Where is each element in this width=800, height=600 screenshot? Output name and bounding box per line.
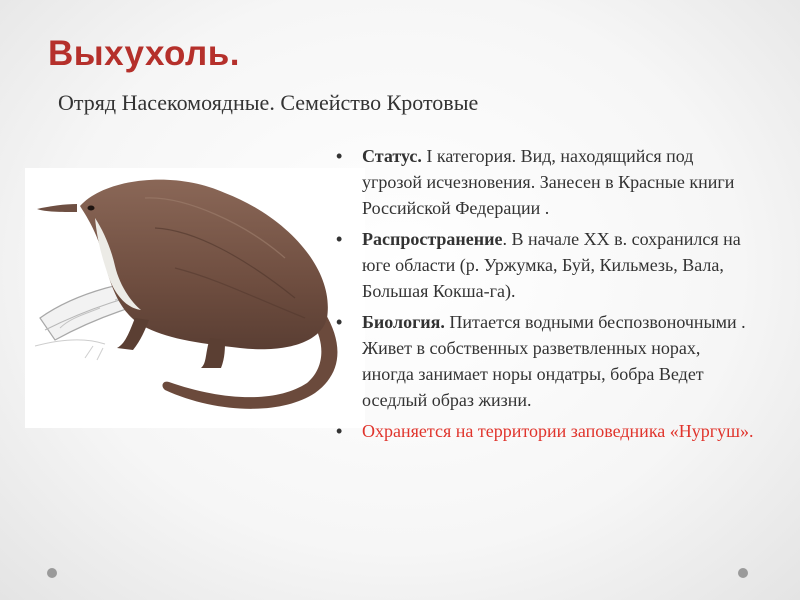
bullet-status-label: Статус. xyxy=(362,146,422,166)
bullet-biology xyxy=(336,309,756,413)
bullet-distribution-text: . В начале ХХ в. сохранился на юге области (р. Уржумка, Буй, Кильмезь, Вала, Большая Кокша-га). xyxy=(362,229,741,301)
desman-body xyxy=(37,180,337,409)
slide-subtitle: Отряд Насекомоядные. Семейство Кротовые xyxy=(58,90,479,115)
nav-next-icon[interactable] xyxy=(738,568,748,578)
bullet-status-text: I категория. Вид, находящийся под угрозой исчезновения. Занесен в Красные книги Российской Федерации . xyxy=(362,146,735,218)
desman-drawing xyxy=(25,168,365,428)
bullet-biology-label: Биология. xyxy=(362,312,445,332)
bullet-protected xyxy=(336,418,756,444)
slide-title: Выхухоль. xyxy=(48,34,241,73)
bullet-distribution xyxy=(336,226,756,304)
bullet-protected-text: Охраняется на территории заповедника «Нургуш». xyxy=(362,421,754,441)
nav-prev-icon[interactable] xyxy=(47,568,57,578)
bullet-status xyxy=(336,143,756,221)
bullet-biology-text: Питается водными беспозвоночными . Живет в собственных разветвленных норах, иногда занимает норы ондатры, бобра Ведет оседлый образ жизни. xyxy=(362,312,746,410)
desman-illustration xyxy=(25,168,365,428)
info-list xyxy=(336,143,756,449)
bullet-distribution-label: Распространение xyxy=(362,229,503,249)
